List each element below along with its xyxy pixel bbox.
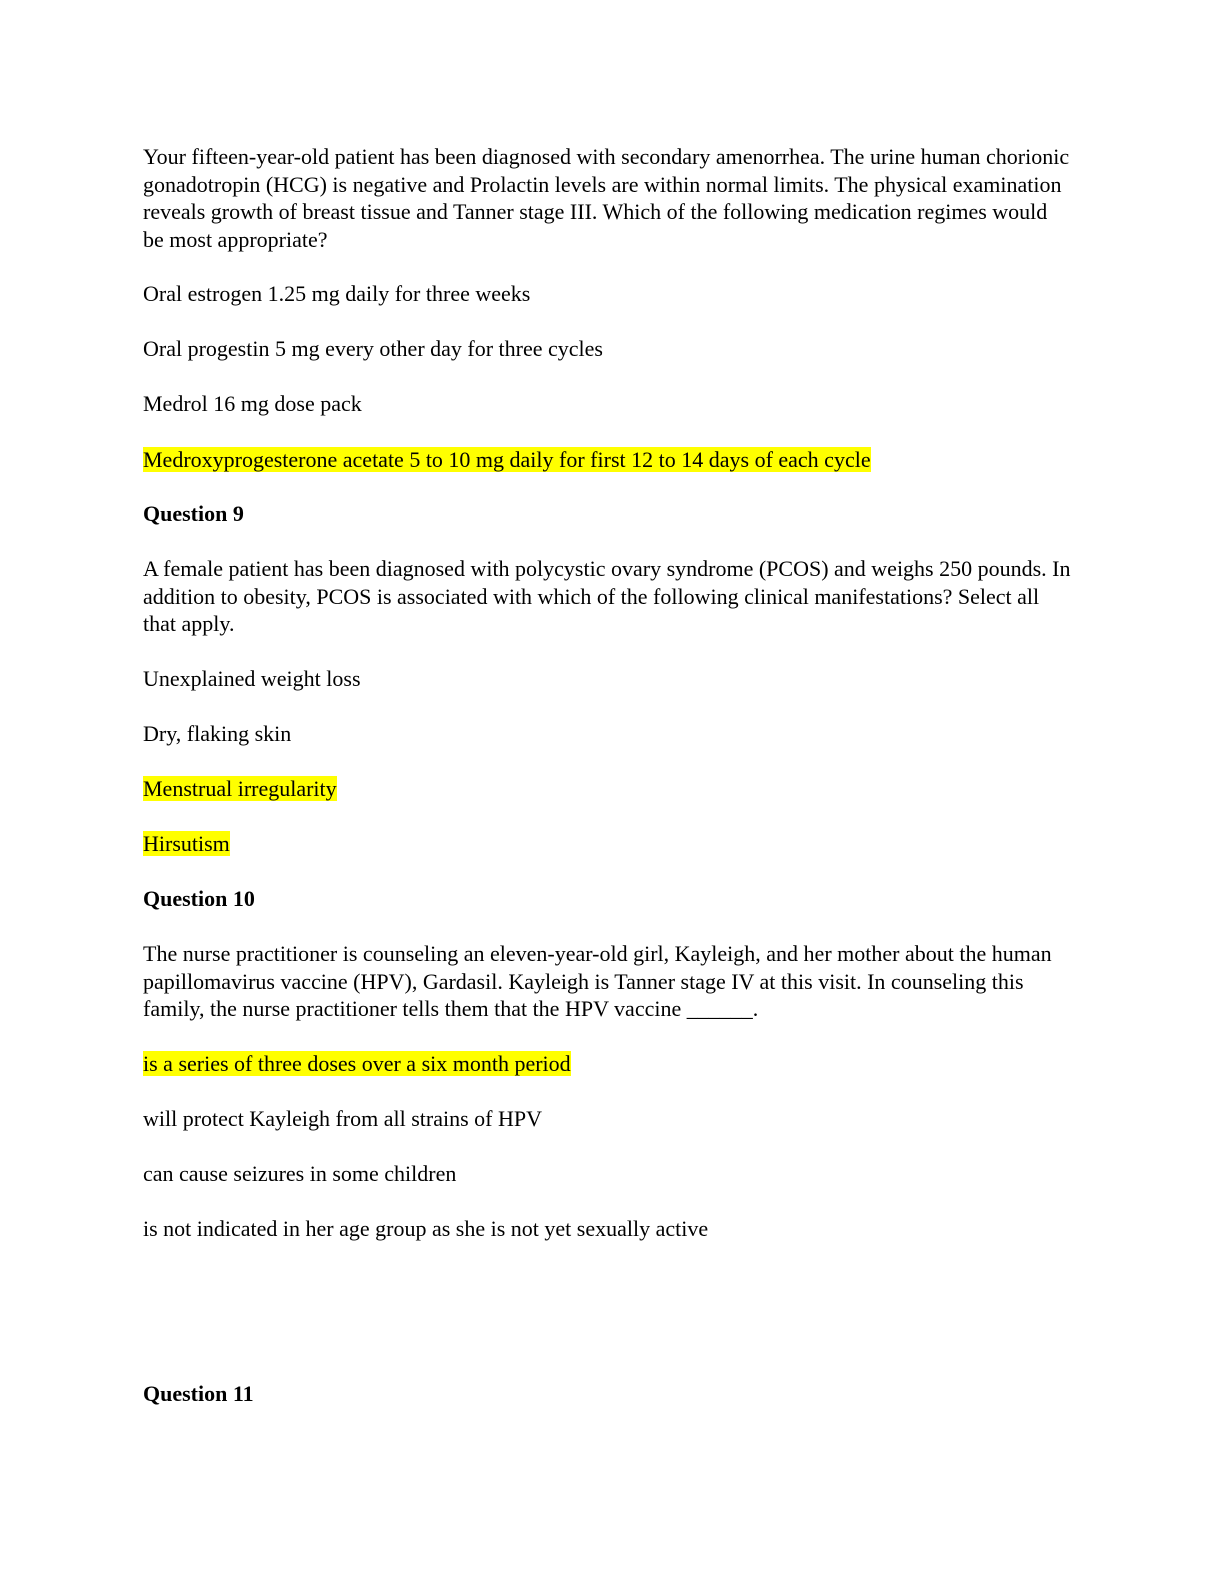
question-8-option-3-text: Medrol 16 mg dose pack [143, 391, 362, 416]
question-11-heading-text: Question 11 [143, 1381, 254, 1406]
question-10-option-1-highlighted [143, 1050, 1073, 1078]
question-9-option-4-highlighted [143, 830, 1073, 858]
question-9-option-3-highlighted [143, 775, 1073, 803]
question-10-heading-text: Question 10 [143, 886, 255, 911]
question-8-option-4-highlighted [143, 446, 1073, 474]
question-10-heading [143, 885, 1073, 913]
question-8-stem-text: Your fifteen-year-old patient has been diagnosed with secondary amenorrhea. The urine human chorionic gonadotropin (HCG) is negative and Prolactin levels are within normal limits. The physical examination reveals growth of breast tissue and Tanner stage III. Which of the following medication regimes would be most appropriate? [143, 144, 1070, 252]
question-8-option-2 [143, 335, 1073, 363]
question-10-option-3-text: can cause seizures in some children [143, 1161, 457, 1186]
question-10-option-3 [143, 1160, 1073, 1188]
question-9-stem-text: A female patient has been diagnosed with polycystic ovary syndrome (PCOS) and weighs 250 pounds. In addition to obesity, PCOS is associated with which of the following clinical manifestations? Select all that apply. [143, 556, 1071, 636]
question-10-option-1-text: is a series of three doses over a six month period [143, 1051, 571, 1076]
question-10-option-2 [143, 1105, 1073, 1133]
question-10-option-2-text: will protect Kayleigh from all strains of HPV [143, 1106, 542, 1131]
question-10-option-4 [143, 1215, 1073, 1243]
question-9-option-2 [143, 720, 1073, 748]
question-9-option-4-text: Hirsutism [143, 831, 230, 856]
question-9-option-3-text: Menstrual irregularity [143, 776, 337, 801]
question-9-heading [143, 500, 1073, 528]
question-8-stem [143, 143, 1073, 253]
question-10-stem [143, 940, 1073, 1023]
question-8-option-1-text: Oral estrogen 1.25 mg daily for three weeks [143, 281, 531, 306]
question-10-stem-text: The nurse practitioner is counseling an eleven-year-old girl, Kayleigh, and her mother about the human papillomavirus vaccine (HPV), Gardasil. Kayleigh is Tanner stage IV at this visit. In counseling this family, the nurse practitioner tells them that the HPV vaccine ______. [143, 941, 1052, 1021]
question-9-option-2-text: Dry, flaking skin [143, 721, 292, 746]
question-10-option-4-text: is not indicated in her age group as she is not yet sexually active [143, 1216, 709, 1241]
question-9-stem [143, 555, 1073, 638]
question-9-option-1 [143, 665, 1073, 693]
question-11-heading [143, 1380, 1073, 1408]
question-8-option-1 [143, 280, 1073, 308]
question-9-heading-text: Question 9 [143, 501, 244, 526]
question-9-option-1-text: Unexplained weight loss [143, 666, 361, 691]
question-8-option-4-text: Medroxyprogesterone acetate 5 to 10 mg daily for first 12 to 14 days of each cycle [143, 447, 871, 472]
question-8-option-3 [143, 390, 1073, 418]
question-8-option-2-text: Oral progestin 5 mg every other day for three cycles [143, 336, 603, 361]
